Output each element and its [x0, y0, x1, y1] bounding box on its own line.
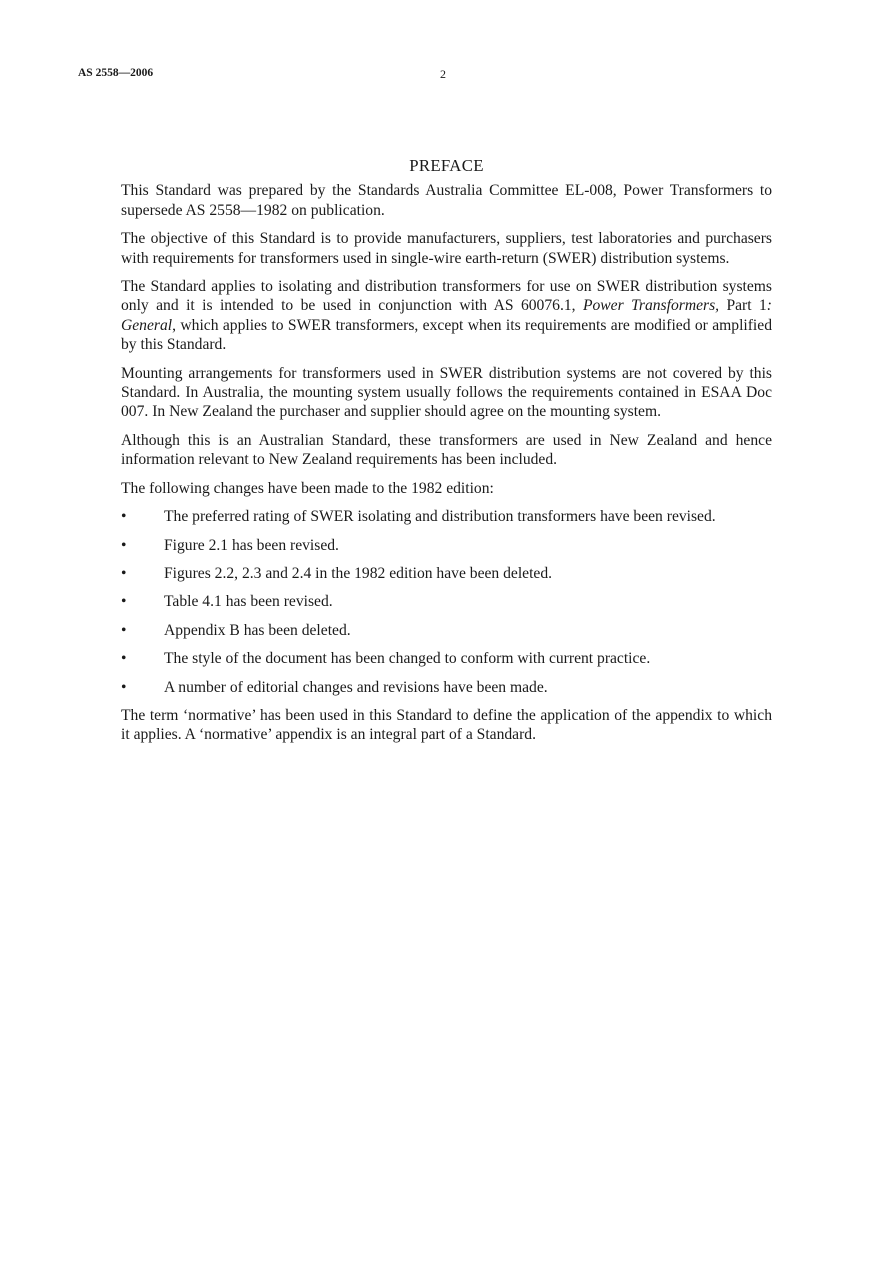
list-item-text: The style of the document has been changed to conform with current practice.: [164, 650, 651, 668]
paragraph-objective: The objective of this Standard is to provide manufacturers, suppliers, test laboratories and purchasers with requirements for transformers used in single-wire earth-return (SWER) distribution systems.: [121, 230, 772, 267]
paragraph-normative: The term ‘normative’ has been used in this Standard to define the application of the appendix to which it applies. A ‘normative’ appendix is an integral part of a Standard.: [121, 706, 772, 744]
bullet-icon: •: [121, 621, 127, 639]
document-body: [121, 156, 772, 754]
bullet-icon: •: [121, 678, 127, 696]
list-item-text: The preferred rating of SWER isolating and distribution transformers have been revised.: [164, 508, 716, 526]
list-item-text: A number of editorial changes and revisions have been made.: [164, 678, 548, 696]
bullet-icon: •: [121, 536, 127, 554]
bullet-icon: •: [121, 593, 127, 611]
paragraph-mounting: Mounting arrangements for transformers used in SWER distribution systems are not covered by this Standard. In Australia, the mounting system usually follows the requirements contained in ESAA Doc 007. In New Zealand the purchaser and supplier should agree on the mounting system.: [121, 364, 772, 421]
list-item: [121, 649, 772, 668]
changes-list: [121, 507, 772, 697]
scope-title-italic: Power Transformers,: [582, 297, 720, 315]
page-number: 2: [440, 67, 446, 81]
list-item-text: Figures 2.2, 2.3 and 2.4 in the 1982 edition have been deleted.: [164, 564, 553, 582]
scope-text-c: , which applies to SWER transformers, except when its requirements are modified or amplified by this Standard.: [121, 316, 772, 354]
list-item: [121, 564, 772, 583]
bullet-icon: •: [121, 650, 127, 668]
paragraph-scope: [121, 277, 772, 355]
list-item: [121, 621, 772, 640]
list-item-text: Table 4.1 has been revised.: [164, 593, 333, 611]
scope-text-a: The Standard applies to isolating and distribution transformers for use on SWER distribution systems only and it is intended to be used in conjunction with AS 60076.1,: [121, 278, 772, 315]
paragraph-changes-intro: The following changes have been made to the 1982 edition:: [121, 479, 494, 497]
list-item: [121, 678, 772, 697]
bullet-icon: •: [121, 564, 127, 582]
paragraph-new-zealand: Although this is an Australian Standard, these transformers are used in New Zealand and hence information relevant to New Zealand requirements has been included.: [121, 431, 772, 469]
section-title: PREFACE: [409, 156, 484, 175]
list-item-text: Appendix B has been deleted.: [164, 621, 351, 639]
bullet-icon: •: [121, 508, 127, 526]
list-item: [121, 536, 772, 555]
list-item: [121, 592, 772, 611]
scope-text-b: Part 1: [719, 297, 767, 315]
paragraph-committee: This Standard was prepared by the Standards Australia Committee EL-008, Power Transformers to supersede AS 2558—1982 on publication.: [121, 182, 772, 219]
list-item-text: Figure 2.1 has been revised.: [164, 536, 339, 554]
running-header: AS 2558—2006: [78, 67, 154, 79]
scope-subtitle-italic: : General: [121, 297, 772, 334]
list-item: [121, 507, 772, 526]
